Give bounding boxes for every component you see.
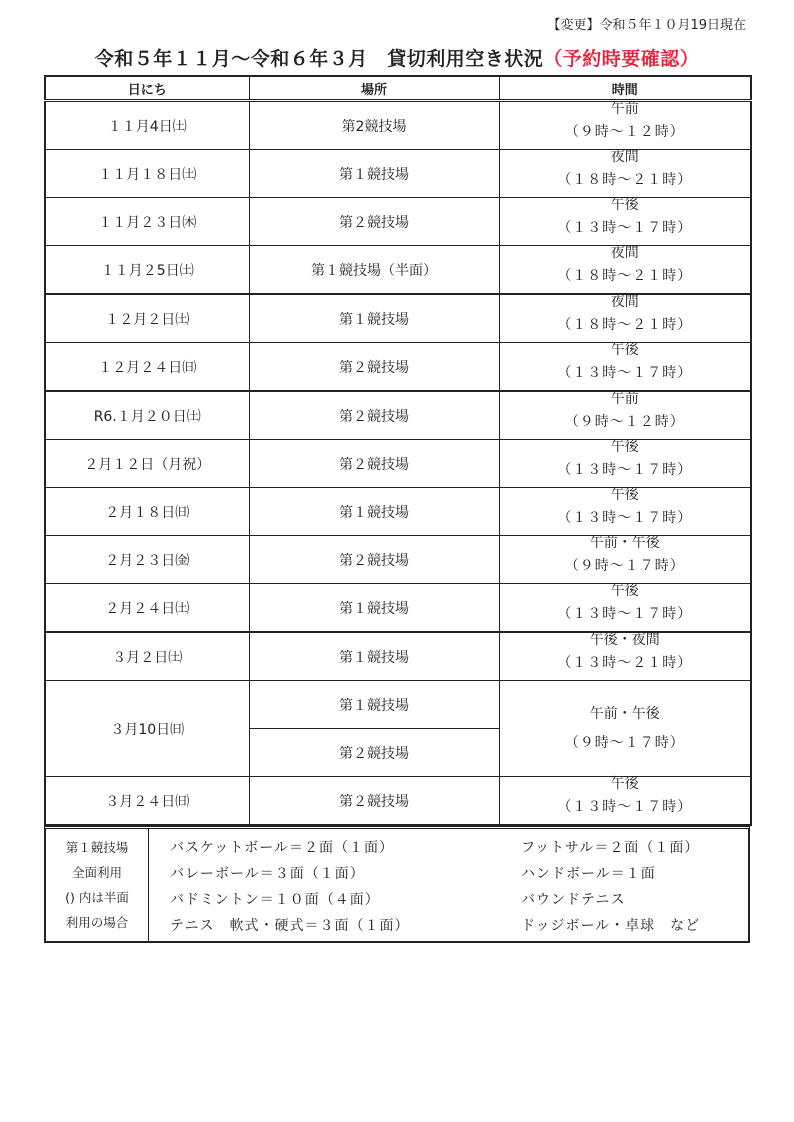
period-text: 午前・午後 <box>589 534 660 551</box>
period-text: 午後 <box>610 775 639 792</box>
place-cell: 第２競技場 <box>249 777 499 826</box>
place-cell: 第１競技場 <box>249 294 499 343</box>
period-text: 午前・午後 <box>589 705 660 722</box>
hours-text: （１３時～１７時） <box>557 219 693 236</box>
time-cell <box>499 777 751 826</box>
time-cell <box>499 681 751 777</box>
table-row <box>45 632 751 681</box>
period-text: 午前 <box>610 100 639 117</box>
table-row-split <box>45 681 751 729</box>
time-cell <box>499 584 751 633</box>
date-cell: ３月２４日㈰ <box>45 777 249 826</box>
hours-text: （１８時～２１時） <box>557 316 693 333</box>
table-header-row <box>45 76 751 101</box>
date-cell: ３月10日㈰ <box>45 681 249 777</box>
table-row <box>45 343 751 392</box>
legend-heading-line: () 内は半面 <box>65 890 129 905</box>
period-text: 午後 <box>610 196 639 213</box>
table-row <box>45 101 751 150</box>
time-cell <box>499 391 751 440</box>
hours-text: （１３時～１７時） <box>557 364 693 381</box>
time-cell <box>499 101 751 150</box>
col-header-place: 場所 <box>249 76 499 101</box>
table-row <box>45 536 751 584</box>
period-text: 午後 <box>610 341 639 358</box>
date-cell: １１月２5日㈯ <box>45 246 249 295</box>
hours-text: （１３時～１７時） <box>557 605 693 622</box>
legend-column-left <box>170 835 409 939</box>
col-header-time: 時間 <box>499 76 751 101</box>
hours-text: （１３時～１７時） <box>557 509 693 526</box>
place-cell: 第2競技場 <box>249 101 499 150</box>
place-cell: 第２競技場 <box>249 391 499 440</box>
time-cell <box>499 632 751 681</box>
legend-item: バスケットボール＝２面（１面） <box>170 840 395 856</box>
time-cell <box>499 150 751 198</box>
time-cell <box>499 343 751 392</box>
hours-text: （１３時～２１時） <box>557 654 693 671</box>
hours-text: （１３時～１７時） <box>557 798 693 815</box>
time-cell <box>499 294 751 343</box>
date-cell: ２月１２日（月祝） <box>45 440 249 488</box>
period-text: 午前 <box>610 390 639 407</box>
date-cell: ２月１８日㈰ <box>45 488 249 536</box>
place-cell: 第２競技場 <box>249 440 499 488</box>
legend-item: バレーボール＝３面（１面） <box>170 866 365 882</box>
date-cell: ２月２４日㈯ <box>45 584 249 633</box>
date-cell: １１月２３日㈭ <box>45 198 249 246</box>
legend-item: バドミントン＝１０面（４面） <box>170 892 380 908</box>
updated-date: 【変更】令和５年１０月19日現在 <box>547 18 746 33</box>
period-text: 午後・夜間 <box>589 631 660 648</box>
legend-heading-line: 利用の場合 <box>65 915 129 930</box>
place-cell: 第１競技場 <box>249 681 499 729</box>
hours-text: （９時～１７時） <box>564 557 685 574</box>
table-row <box>45 198 751 246</box>
legend-item: フットサル＝２面（１面） <box>521 840 700 856</box>
period-text: 夜間 <box>610 244 639 261</box>
table-row <box>45 584 751 633</box>
legend-heading <box>46 829 149 941</box>
table-row <box>45 294 751 343</box>
col-header-date: 日にち <box>45 76 249 101</box>
legend-column-right <box>521 835 700 939</box>
table-row <box>45 440 751 488</box>
period-text: 夜間 <box>610 148 639 165</box>
date-cell: R6.１月２０日㈯ <box>45 391 249 440</box>
table-row <box>45 777 751 826</box>
time-cell <box>499 488 751 536</box>
time-cell <box>499 198 751 246</box>
date-cell: １１月１８日㈯ <box>45 150 249 198</box>
hours-text: （９時～１７時） <box>564 734 685 751</box>
legend-item: テニス 軟式・硬式＝３面（１面） <box>170 918 410 934</box>
table-row <box>45 246 751 295</box>
date-cell: １２月２日㈯ <box>45 294 249 343</box>
period-text: 午後 <box>610 438 639 455</box>
period-text: 夜間 <box>610 293 639 310</box>
period-text: 午後 <box>610 582 639 599</box>
date-cell: ３月２日㈯ <box>45 632 249 681</box>
place-cell: 第１競技場 <box>249 488 499 536</box>
usage-legend <box>44 826 750 943</box>
table-row <box>45 391 751 440</box>
hours-text: （１８時～２１時） <box>557 171 693 188</box>
table-row <box>45 488 751 536</box>
place-cell: 第１競技場 <box>249 150 499 198</box>
place-cell: 第２競技場 <box>249 729 499 777</box>
table-row <box>45 150 751 198</box>
hours-text: （９時～１２時） <box>564 413 685 430</box>
legend-item: ハンドボール＝１面 <box>521 866 656 882</box>
place-cell: 第２競技場 <box>249 536 499 584</box>
place-cell: 第１競技場 <box>249 632 499 681</box>
period-text: 午後 <box>610 486 639 503</box>
title-note: （予約時要確認） <box>543 48 700 70</box>
hours-text: （１３時～１７時） <box>557 461 693 478</box>
time-cell <box>499 536 751 584</box>
page-title <box>0 44 794 71</box>
legend-heading-line: 第１競技場 <box>65 840 129 855</box>
place-cell: 第１競技場 <box>249 584 499 633</box>
legend-heading-line: 全面利用 <box>71 865 122 880</box>
date-cell: １１月4日㈯ <box>45 101 249 150</box>
time-cell <box>499 246 751 295</box>
date-cell: １２月２４日㈰ <box>45 343 249 392</box>
legend-item: ドッジボール・卓球 など <box>521 918 701 934</box>
time-cell <box>499 440 751 488</box>
legend-item: バウンドテニス <box>521 892 626 908</box>
hours-text: （１８時～２１時） <box>557 267 693 284</box>
schedule-table <box>44 75 752 826</box>
date-cell: ２月２３日㈮ <box>45 536 249 584</box>
place-cell: 第２競技場 <box>249 343 499 392</box>
title-main: 令和５年１１月～令和６年３月 貸切利用空き状況 <box>94 48 544 70</box>
place-cell: 第２競技場 <box>249 198 499 246</box>
hours-text: （９時～１２時） <box>564 123 685 140</box>
place-cell: 第１競技場（半面） <box>249 246 499 295</box>
